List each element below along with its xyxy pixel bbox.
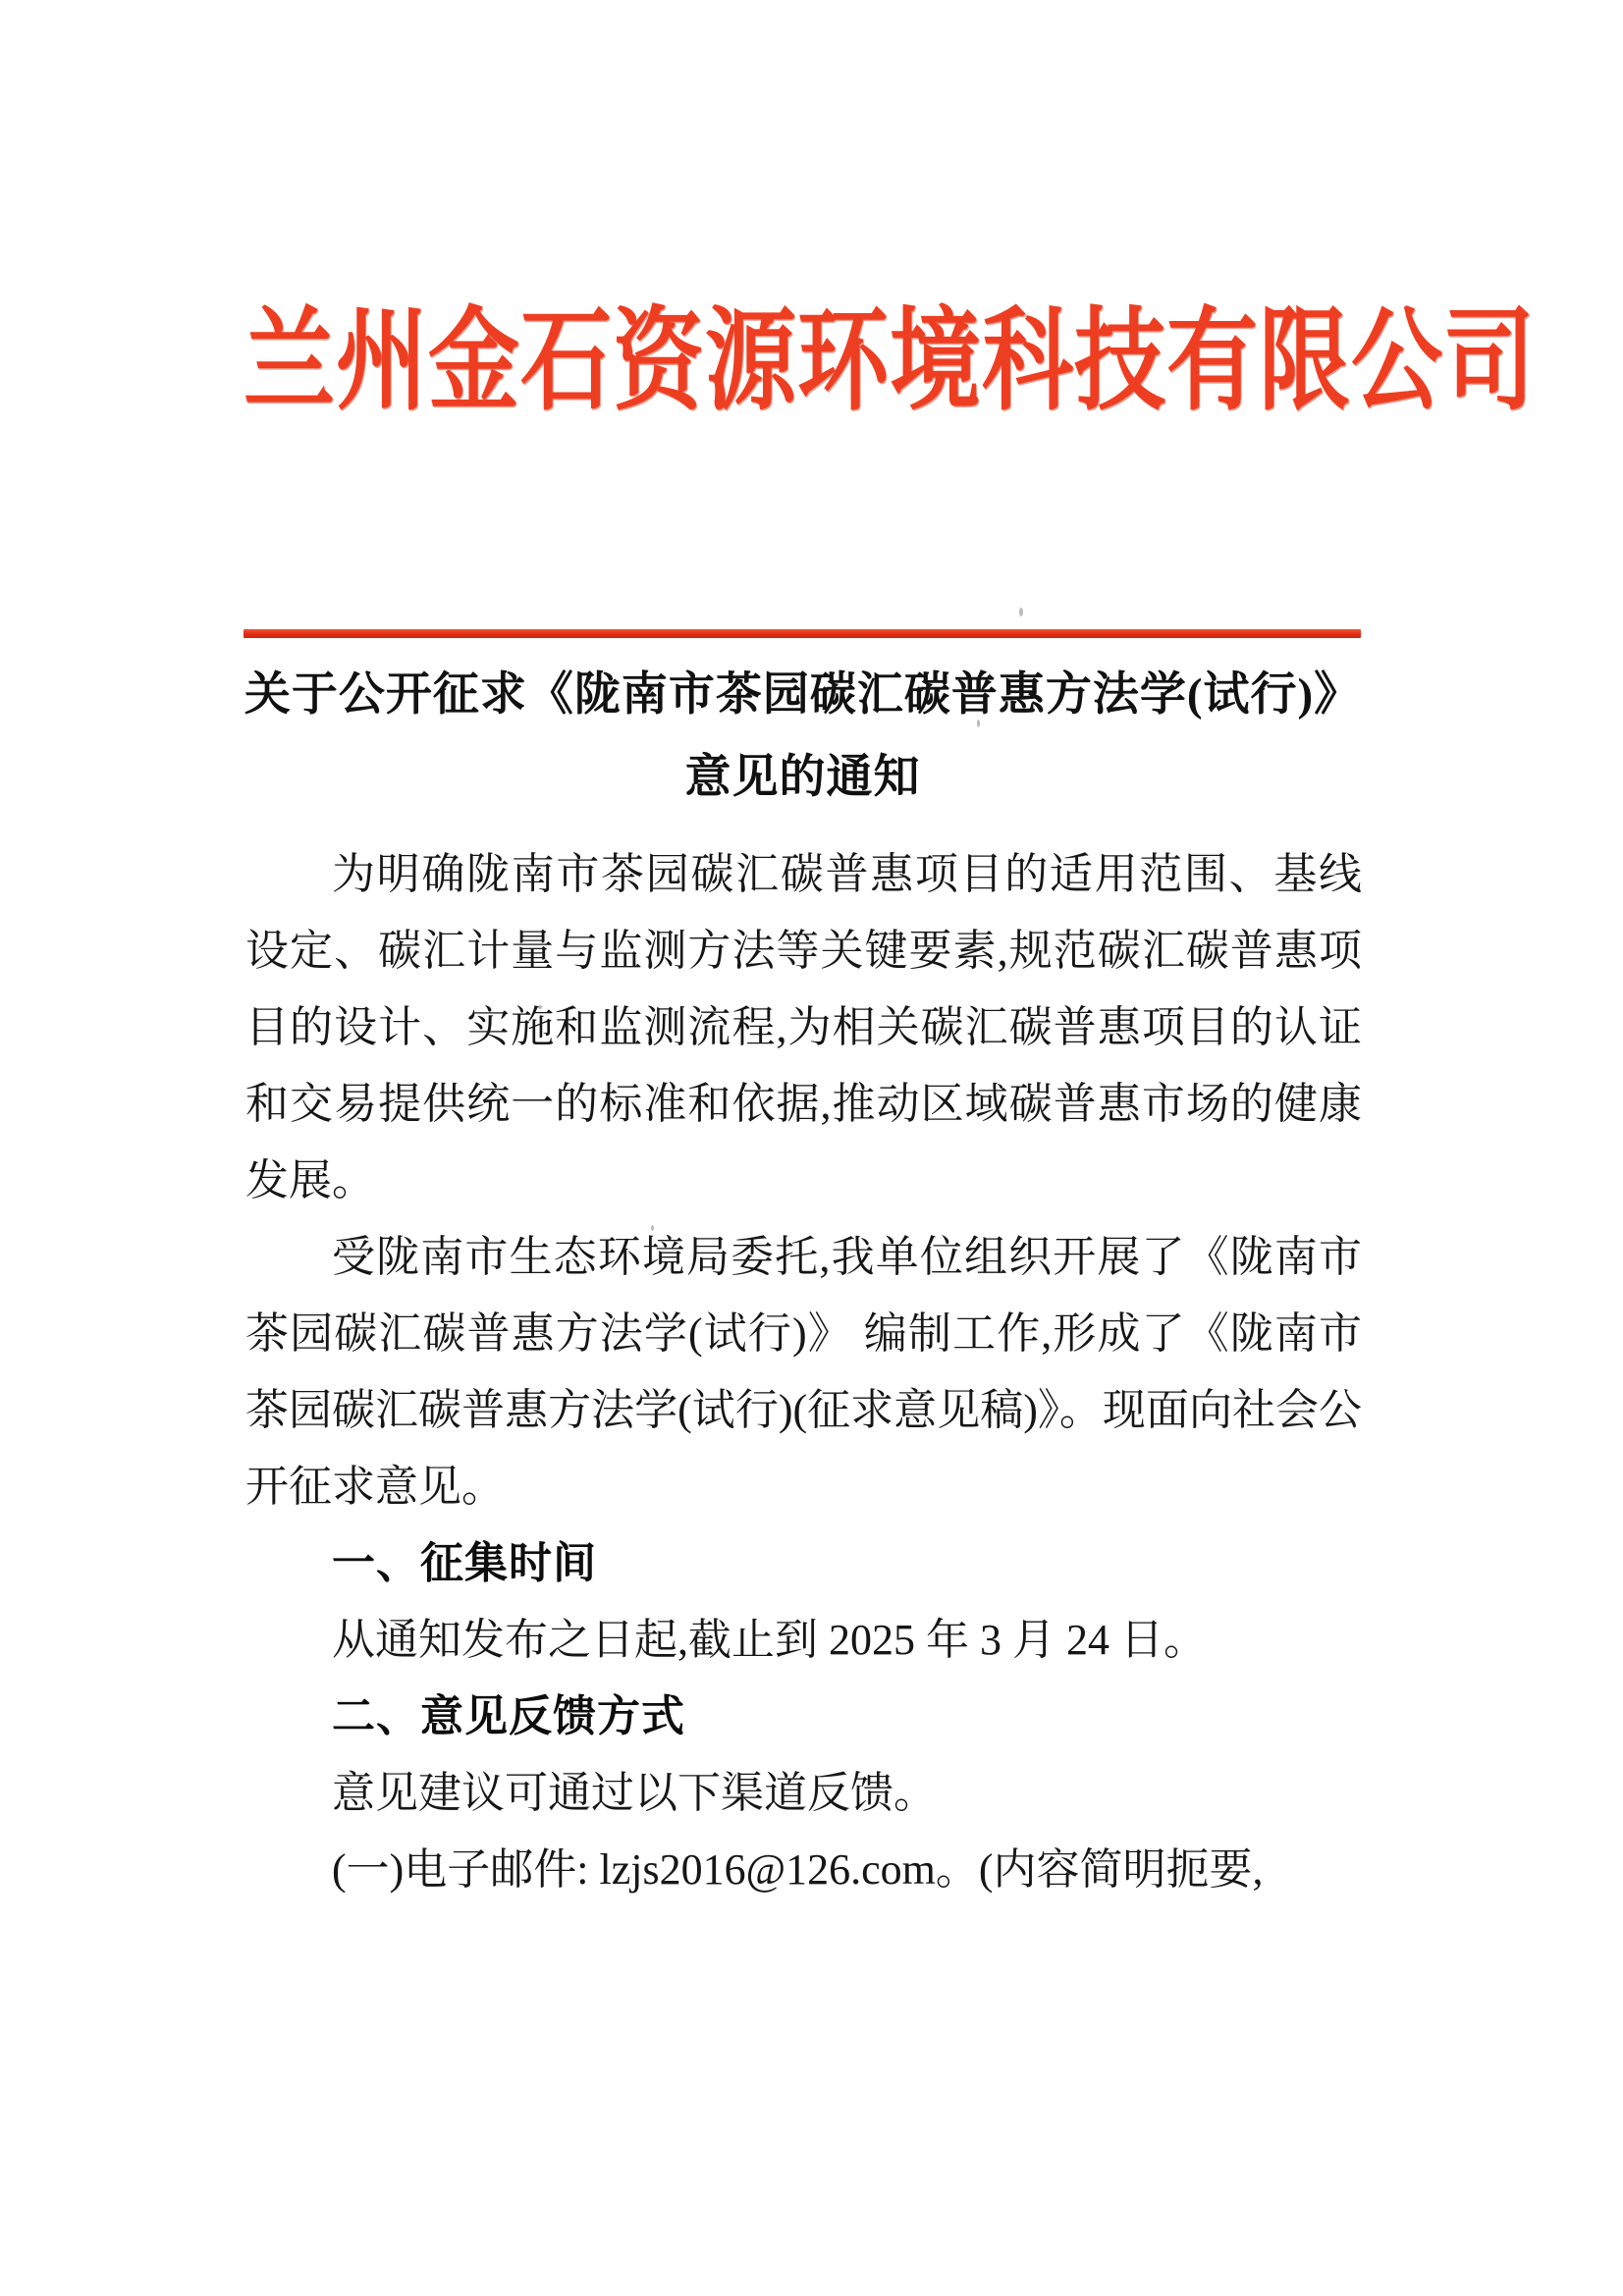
section-2-email-channel: (一)电子邮件: lzjs2016@126.com。(内容简明扼要, (332, 1845, 1264, 1894)
section-1-deadline: 从通知发布之日起,截止到 2025 年 3 月 24 日。 (332, 1616, 1207, 1664)
section-2-heading: 二、意见反馈方式 (332, 1692, 685, 1740)
section-1-heading: 一、征集时间 (332, 1539, 597, 1587)
notice-title-line-2: 意见的通知 (684, 752, 921, 803)
notice-body (245, 836, 1362, 1908)
paragraph-purpose: 为明确陇南市茶园碳汇碳普惠项目的适用范围、基线设定、碳汇计量与监测方法等关键要素,规范碳汇碳普惠项目的设计、实施和监测流程,为相关碳汇碳普惠项目的认证和交易提供统一的标准和依据,推动区域碳普惠市场的健康发展。 (245, 850, 1362, 1204)
notice-title-line-1: 关于公开征求《陇南市茶园碳汇碳普惠方法学(试行)》 (243, 669, 1362, 721)
red-divider-line (243, 629, 1361, 638)
paragraph-background: 受陇南市生态环境局委托,我单位组织开展了《陇南市茶园碳汇碳普惠方法学(试行)》 编制工作,形成了《陇南市茶园碳汇碳普惠方法学(试行)(征求意见稿)》。现面向社会公开征求意见。 (245, 1233, 1362, 1511)
section-2-intro: 意见建议可通过以下渠道反馈。 (332, 1769, 937, 1817)
scan-noise-speckle (651, 1225, 654, 1231)
company-letterhead: 兰州金石资源环境科技有限公司 (243, 300, 1536, 425)
notice-title (226, 654, 1380, 819)
scan-noise-speckle (977, 720, 980, 727)
scan-noise-speckle (1019, 608, 1023, 616)
scan-noise-speckle (538, 1005, 542, 1009)
